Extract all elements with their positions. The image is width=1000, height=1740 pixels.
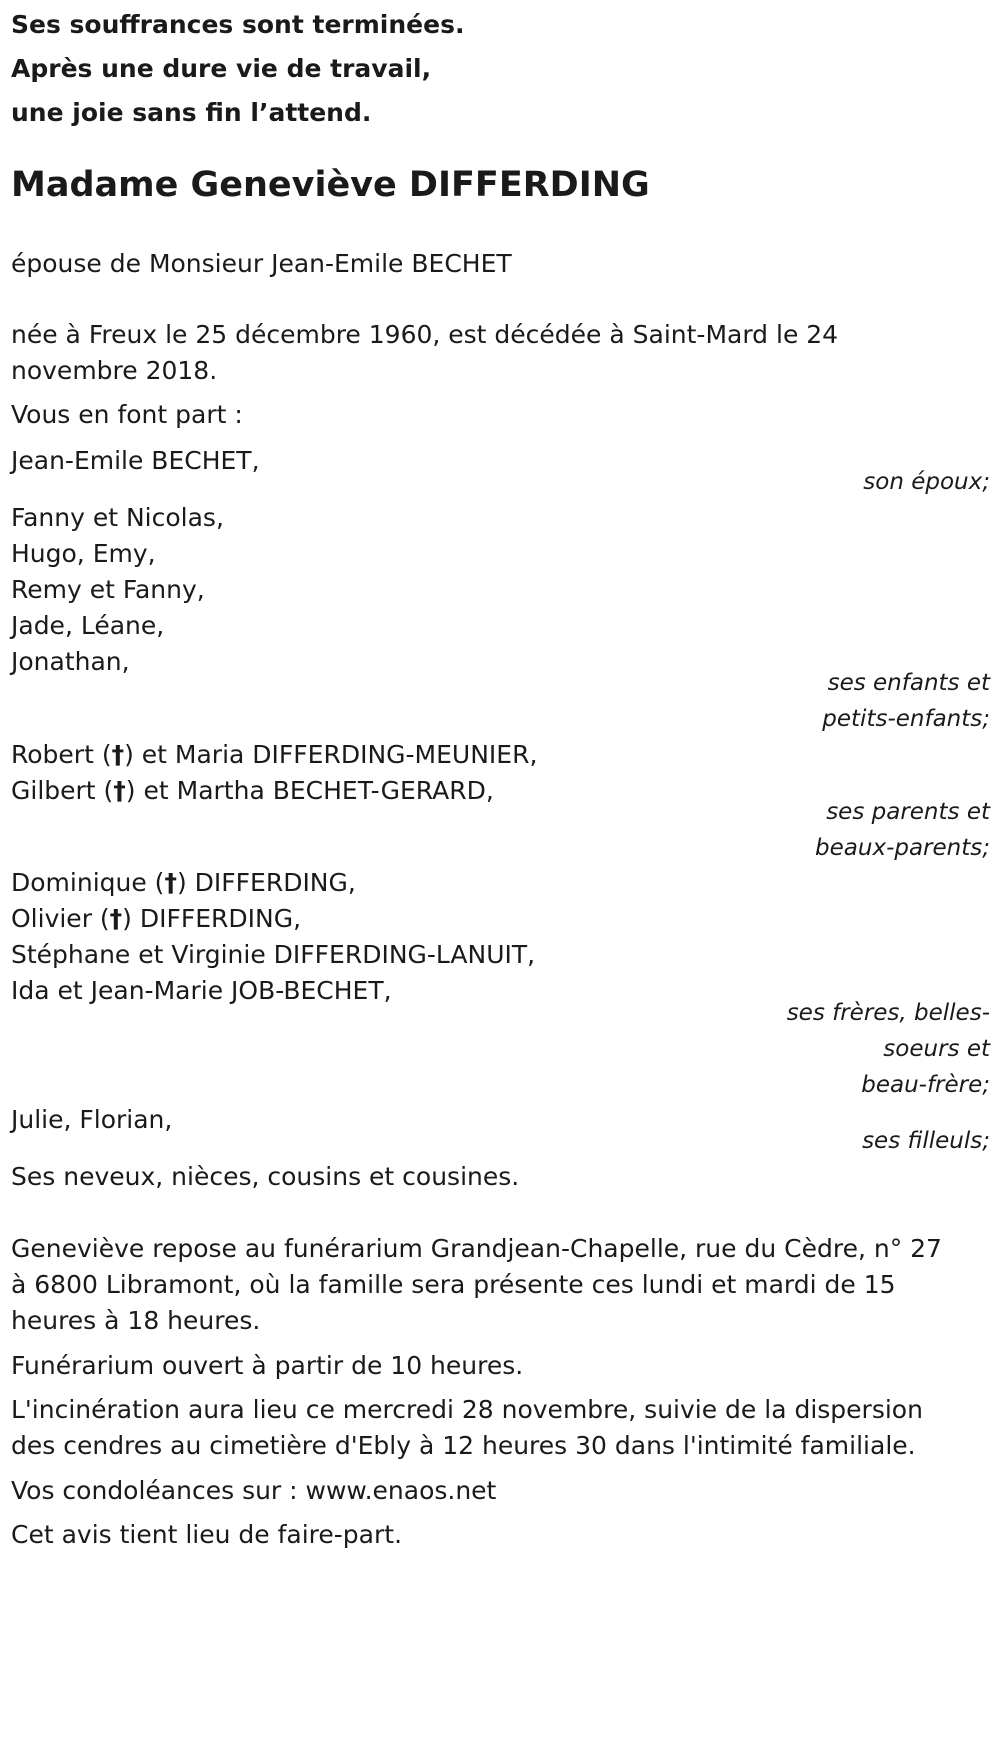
name-suffix: ) DIFFERDING, [122,904,302,933]
birth-death-line-1: née à Freux le 25 décembre 1960, est décédée à Saint-Mard le 24 [11,320,839,349]
family-parents-role: beaux-parents; [815,835,990,861]
family-parents-line [11,771,494,811]
cross-icon: † [164,868,177,897]
announcement-intro: Vous en font part : [11,400,243,429]
deceased-name: Madame Geneviève DIFFERDING [11,165,650,205]
family-parents-line [11,735,537,775]
family-siblings-line [11,899,301,939]
notice-line: Cet avis tient lieu de faire-part. [11,1520,403,1549]
visitation-line-3: heures à 18 heures. [11,1306,261,1335]
name-suffix: ) et Maria DIFFERDING-MEUNIER, [124,740,538,769]
family-parents-role: ses parents et [826,799,990,825]
name-prefix: Olivier ( [11,904,110,933]
family-children-name: Hugo, Emy, [11,539,156,568]
cremation-line-2: des cendres au cimetière d'Ebly à 12 heures 30 dans l'intimité familiale. [11,1431,916,1460]
cremation-line-1: L'incinération aura lieu ce mercredi 28 novembre, suivie de la dispersion [11,1395,923,1424]
epigraph-line-1: Ses souffrances sont terminées. [11,10,465,39]
family-siblings-line [11,863,356,903]
condolences-line: Vos condoléances sur : www.enaos.net [11,1476,497,1505]
family-godchildren-role: ses filleuls; [862,1128,990,1154]
name-prefix: Robert ( [11,740,112,769]
family-siblings-role: soeurs et [883,1036,990,1062]
epigraph-line-3: une joie sans fin l’attend. [11,98,372,127]
name-prefix: Gilbert ( [11,776,114,805]
family-children-name: Fanny et Nicolas, [11,503,224,532]
family-siblings-role: beau-frère; [861,1072,990,1098]
family-siblings-role: ses frères, belles- [786,1000,990,1026]
family-others: Ses neveux, nièces, cousins et cousines. [11,1162,520,1191]
name-prefix: Dominique ( [11,868,165,897]
birth-death-line-2: novembre 2018. [11,356,218,385]
family-siblings-name: Stéphane et Virginie DIFFERDING-LANUIT, [11,940,536,969]
cross-icon: † [109,904,123,933]
family-spouse-name: Jean-Emile BECHET, [11,446,260,475]
visitation-line-2: à 6800 Libramont, où la famille sera présente ces lundi et mardi de 15 [11,1270,896,1299]
name-suffix: ) et Martha BECHET-GERARD, [125,776,494,805]
family-godchildren-name: Julie, Florian, [11,1105,173,1134]
name-suffix: ) DIFFERDING, [176,868,356,897]
visitation-line-1: Geneviève repose au funérarium Grandjean-Chapelle, rue du Cèdre, n° 27 [11,1234,942,1263]
family-children-name: Remy et Fanny, [11,575,205,604]
opening-hours: Funérarium ouvert à partir de 10 heures. [11,1351,524,1380]
family-children-name: Jade, Léane, [11,611,165,640]
family-spouse-role: son époux; [863,469,990,495]
cross-icon: † [113,776,126,805]
family-children-role: petits-enfants; [822,706,990,732]
epigraph-line-2: Après une dure vie de travail, [11,54,432,83]
family-siblings-name: Ida et Jean-Marie JOB-BECHET, [11,976,392,1005]
cross-icon: † [111,740,125,769]
spouse-line: épouse de Monsieur Jean-Emile BECHET [11,249,512,278]
family-children-role: ses enfants et [827,670,990,696]
family-children-name: Jonathan, [11,647,130,676]
